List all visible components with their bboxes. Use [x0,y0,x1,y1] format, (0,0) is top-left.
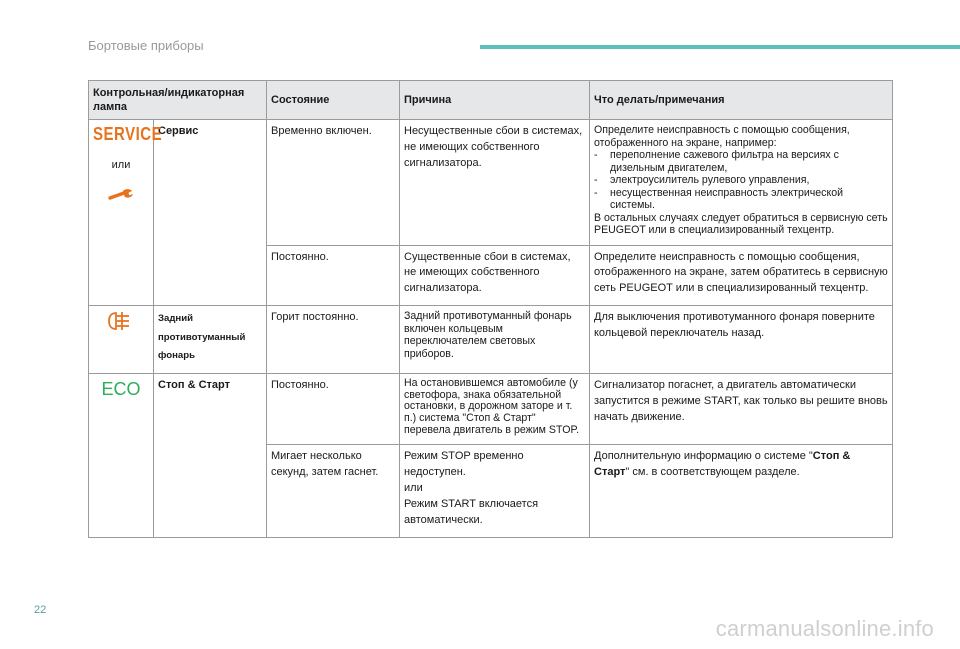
list-item: - электроусилитель рулевого управления, [594,174,888,187]
action-cell [590,120,893,246]
list-item: - несущественная неисправность электрической системы. [594,187,888,212]
table-row [89,373,893,444]
lamp-name-line: противотуманный [158,331,246,343]
table-row [89,306,893,374]
state-cell: Постоянно. [267,373,400,444]
action-cell: Сигнализатор погаснет, а двигатель автоматически запустится в режиме START, как только вы решите вновь начать движение. [590,373,893,444]
action-cell: Определите неисправность с помощью сообщения, отображенного на экране, затем обратитесь в сервисную сеть PEUGEOT или в специализированный техцентр. [590,245,893,306]
table-header-row [89,81,893,120]
eco-icon [99,378,143,404]
action-text: Дополнительную информацию о системе " [594,450,813,463]
or-label: или [111,158,131,171]
table-row [89,120,893,246]
action-text: " см. в соответствующем разделе. [625,466,800,479]
lamp-name-line: фонарь [158,349,196,361]
action-cell: Для выключения противотуманного фонаря поверните кольцевой переключатель назад. [590,306,893,374]
cause-or: или [404,482,423,495]
watermark: carmanualsonline.info [715,616,934,641]
service-icon-cell [89,120,163,306]
lamp-name: Сервис [154,120,267,306]
title-accent-bar [480,45,960,49]
state-cell: Временно включен. [267,120,400,246]
rear-fog-lamp-icon [107,310,135,338]
eco-icon-text: ECO [101,378,141,398]
state-cell: Постоянно. [267,245,400,306]
lamp-name [154,306,267,374]
cause-cell: На остановившемся автомобиле (у светофора, знака обязательной остановки, в дорожном заторе и т. п.) система "Стоп & Старт" перевела двигатель в режим STOP. [400,373,590,444]
col-header-action: Что делать/примечания [590,81,893,120]
fog-icon-cell [89,306,154,374]
cause-cell: Существенные сбои в системах, не имеющих собственного сигнализатора. [400,245,590,306]
list-item: - переполнение сажевого фильтра на версиях с дизельным двигателем, [594,149,888,174]
col-header-state: Состояние [267,81,400,120]
action-bold: Стоп & Старт [594,450,851,479]
cause-cell [400,445,590,538]
eco-icon-cell [89,373,154,537]
cause-cell: Несущественные сбои в системах, не имеющих собственного сигнализатора. [400,120,590,246]
lamp-name-line: Задний [158,313,194,325]
lamp-name: Стоп & Старт [154,373,267,537]
action-list [594,149,888,212]
action-outro: В остальных случаях следует обратиться в сервисную сеть PEUGEOT или в специализированный техцентр. [594,211,888,236]
wrench-icon [108,188,134,208]
action-intro: Определите неисправность с помощью сообщения, отображенного на экране, например: [594,124,850,149]
service-icon: SERVICE [93,124,163,145]
warning-lamps-table [88,80,893,538]
section-title: Бортовые приборы [88,38,204,53]
action-cell [590,445,893,538]
cause-cell: Задний противотуманный фонарь включен кольцевым переключателем световых приборов. [400,306,590,374]
state-cell: Мигает несколько секунд, затем гаснет. [267,445,400,538]
cause-line: Режим STOP временно недоступен. [404,450,524,479]
col-header-lamp: Контрольная/индикаторная лампа [89,81,267,120]
col-header-cause: Причина [400,81,590,120]
state-cell: Горит постоянно. [267,306,400,374]
page-number: 22 [34,604,47,616]
cause-line: Режим START включается автоматически. [404,497,539,526]
